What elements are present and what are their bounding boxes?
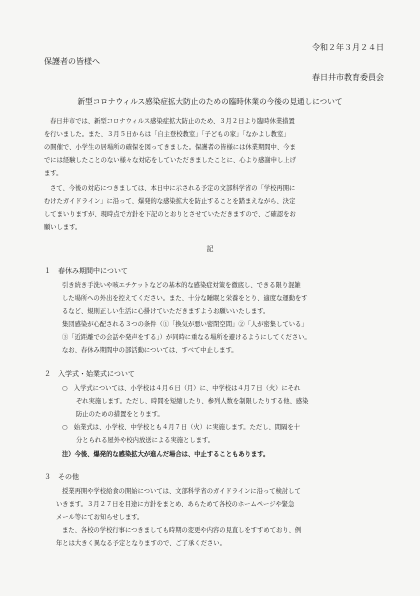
text-line: 集団感染が心配される３つの条件（①「換気が悪い密閉空間」②「人が密集している」 xyxy=(62,321,308,328)
text-line: るなど、規則正しい生活に心掛けていただきますようお願いいたします。 xyxy=(62,308,270,315)
text-line: の開催で、小学生の居場所の確保を図ってきました。保護者の皆様には休業期間中、今ま xyxy=(44,144,296,151)
intro-paragraph-2 xyxy=(44,182,296,234)
text-line: むけたガイドライン」に沿って、爆発的な感染拡大を防止することを踏まえながら、決定 xyxy=(44,198,296,205)
document-date: 令和２年３月２４日 xyxy=(312,43,384,52)
text-line: また、各校の学校行事につきましても時期の変更や内容の見直しをすすめており、例 xyxy=(62,527,302,534)
text-line: 分とられる屋外や校内放送による実施とします。 xyxy=(76,437,215,444)
text-line: してまいりますが、現時点で方針を下記のとおりとさせていただきますので、ご確認をお xyxy=(44,211,296,218)
section-1-heading: １ 春休み期間中について xyxy=(44,267,128,275)
text-line: 防止のための措置をとります。 xyxy=(76,411,164,418)
text-line: ○ 始業式は、小学校、中学校とも４月７日（火）に実施します。ただし、間隔を十 xyxy=(62,424,300,431)
text-line: ぞれ実施します。ただし、時間を短縮したり、参列人数を制限したりする他、感染 xyxy=(76,398,309,405)
sender-line: 春日井市教育委員会 xyxy=(312,73,384,82)
section-2-note: 注）今後、爆発的な感染拡大が進んだ場合は、中止することもあります。 xyxy=(62,451,270,458)
intro-paragraph-1 xyxy=(44,115,296,180)
document-title: 新型コロナウィルス感染症拡大防止のための臨時休業の今後の見通しについて xyxy=(77,97,343,106)
section-2-heading: ２ 入学式・始業式について xyxy=(44,370,135,378)
text-line: 春日井市では、新型コロナウィルス感染症拡大防止のため、３月２日より臨時休業措置 xyxy=(50,118,295,125)
text-line: 授業再開や学校給食の開始については、文部科学省のガイドラインに沿って検討して xyxy=(62,488,301,495)
section-1-body xyxy=(62,279,311,357)
section-3-heading: ３ その他 xyxy=(44,473,79,481)
section-3-body xyxy=(56,485,302,550)
text-line: した場所への外出を控えてください。また、十分な睡眠と栄養をとり、適度な運動をす xyxy=(62,295,308,302)
text-line: ○ 入学式については、小学校は４月６日（月）に、中学校は４月７日（火）にそれ xyxy=(62,385,301,392)
text-line: 願いします。 xyxy=(44,224,82,231)
text-line: ます。 xyxy=(44,170,63,177)
text-line: ③「近距離での会話や発声をする」）が同時に重なる場所を避けるようにしてください。 xyxy=(62,334,311,341)
section-2-body xyxy=(62,382,308,461)
text-line: なお、春休み期間中の部活動については、すべて中止します。 xyxy=(62,347,238,354)
text-line: いきます。３月２７日を目途に方針をまとめ、あらためて各校のホームページや緊急 xyxy=(56,501,295,508)
text-line: でには経験したことのない様々な対応をしていただきましたことに、心より感謝申し上げ xyxy=(44,157,296,164)
text-line: さて、今後の対応につきましては、本日中に示される予定の文部科学省の「学校再開に xyxy=(50,185,296,192)
text-line: 年とは大きく異なる予定となりますので、ご了承ください。 xyxy=(56,540,226,547)
text-line: 引き続き手洗いや咳エチケットなどの基本的な感染症対策を徹底し、できる限り混雑 xyxy=(62,282,301,289)
text-line: を行いました。また、３月５日からは「自主登校教室」「子どもの家」「なかよし教室」 xyxy=(44,131,290,138)
ki-marker: 記 xyxy=(206,245,214,253)
recipient-line: 保護者の皆様へ xyxy=(44,57,100,66)
text-line: メール等にてお知らせします。 xyxy=(56,514,144,521)
